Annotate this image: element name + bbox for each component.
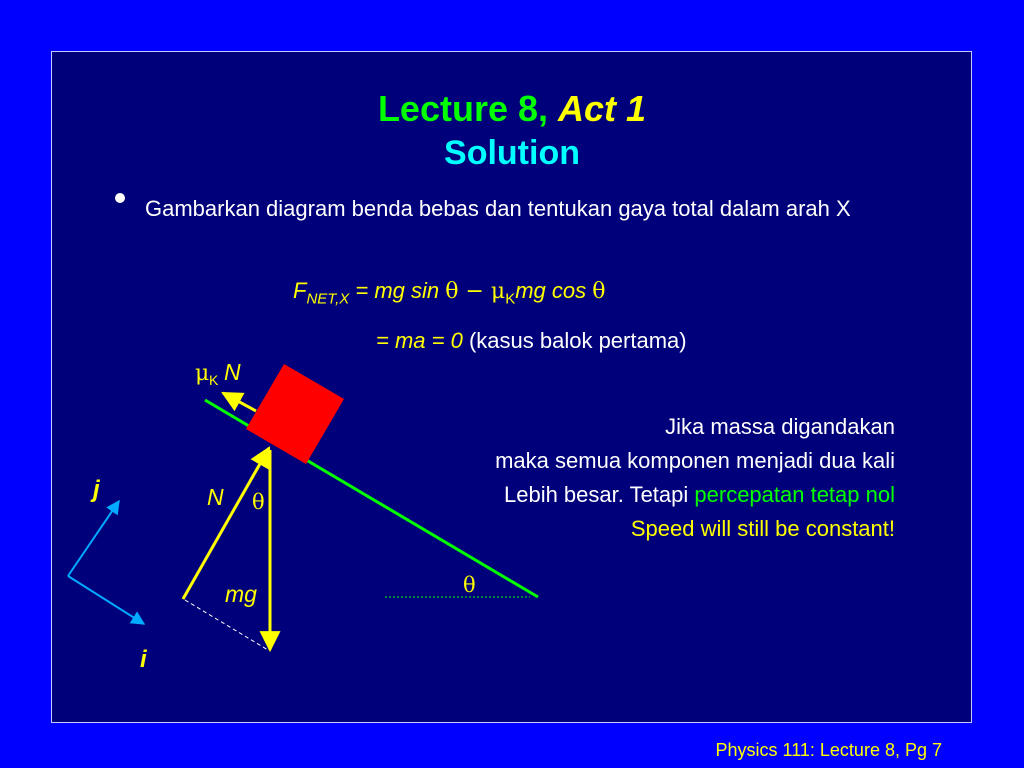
incline-theta-label: θ xyxy=(463,573,476,597)
axis-i-arrow xyxy=(68,576,144,624)
title-main: Lecture 8, xyxy=(377,88,549,129)
eq-tail: mg cos xyxy=(515,278,593,303)
eq-f-sub: NET,X xyxy=(306,290,350,308)
eq2-expr: = ma = 0 xyxy=(376,328,463,353)
axis-j-arrow xyxy=(68,501,119,576)
title-italic: Act 1 xyxy=(558,88,647,129)
eq-mid: = mg sin xyxy=(349,278,446,303)
axis-j-label: j xyxy=(93,476,100,503)
friction-label-mu: μ xyxy=(195,361,210,386)
eq-theta2: θ xyxy=(592,279,606,304)
eq-theta: θ xyxy=(445,279,459,304)
block xyxy=(246,364,344,464)
angle-theta-label: θ xyxy=(252,490,265,514)
axis-i-label: i xyxy=(140,646,147,673)
note-line-3-green: percepatan tetap nol xyxy=(694,482,895,507)
eq-mu-sub: K xyxy=(505,290,516,308)
component-dashed-line xyxy=(185,600,268,650)
note-line-2: maka semua komponen menjadi dua kali xyxy=(495,448,895,473)
normal-force-arrow xyxy=(183,448,269,599)
note-line-4: Speed will still be constant! xyxy=(630,516,895,541)
friction-label-sub: K xyxy=(209,372,219,388)
normal-force-label: N xyxy=(207,484,224,510)
note-line-1: Jika massa digandakan xyxy=(665,414,895,439)
note-line-3-white: Lebih besar. Tetapi xyxy=(503,482,695,507)
eq-mu: μ xyxy=(490,279,506,304)
friction-label-n: N xyxy=(224,359,241,385)
weight-label: mg xyxy=(225,581,257,607)
slide-subtitle: Solution xyxy=(444,134,580,172)
eq2-note: (kasus balok pertama) xyxy=(462,328,687,353)
eq-f: F xyxy=(293,278,307,303)
bullet-text: Gambarkan diagram benda bebas dan tentukan gaya total dalam arah X xyxy=(145,196,851,221)
eq-minus: − xyxy=(458,279,491,304)
footer-page-info: Physics 111: Lecture 8, Pg 7 xyxy=(715,740,942,760)
friction-arrow xyxy=(223,393,256,411)
